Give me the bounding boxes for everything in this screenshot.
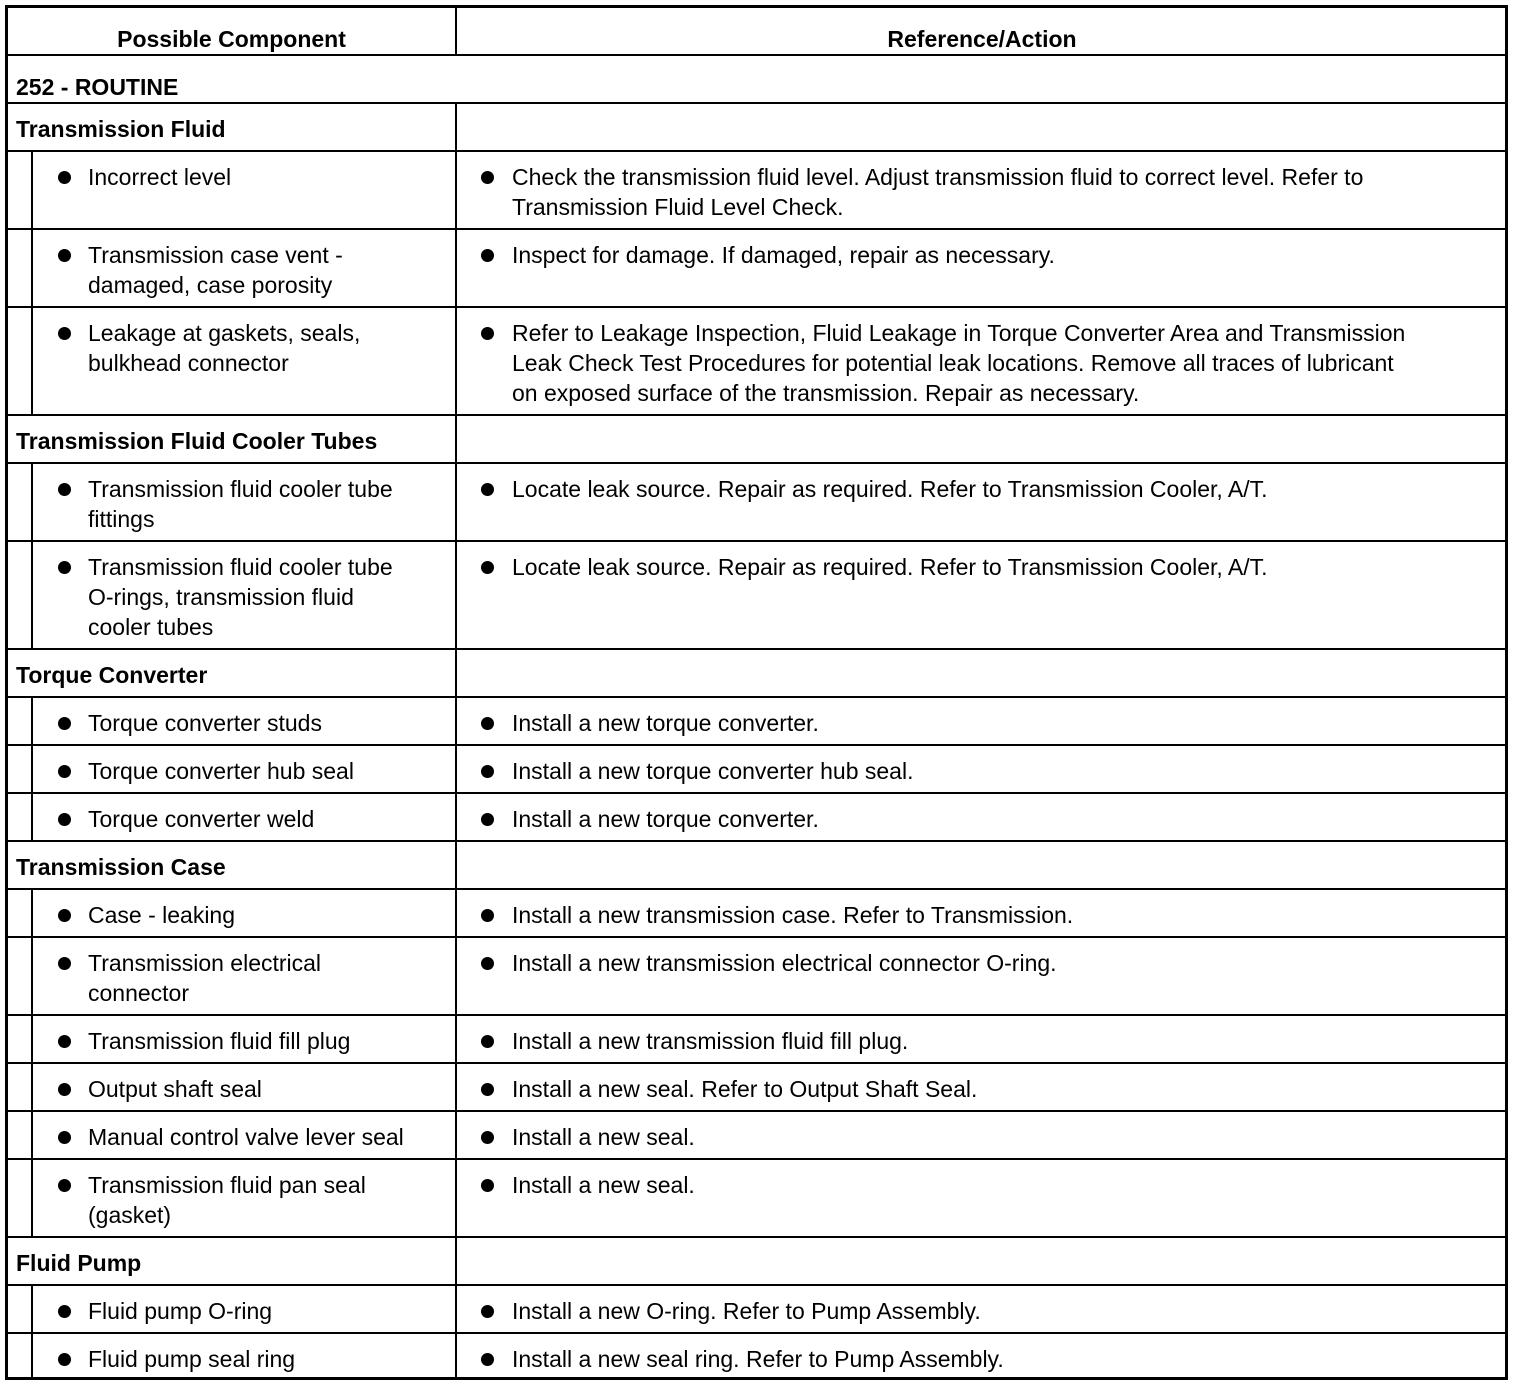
bullet-icon (481, 483, 494, 496)
column-divider (455, 1238, 457, 1284)
row-divider (8, 414, 1505, 416)
bullet-icon (58, 171, 71, 184)
bullet-icon (481, 1179, 494, 1192)
column-divider (455, 308, 457, 414)
action-text: Install a new transmission fluid fill plug. (512, 1028, 909, 1054)
bullet-icon (481, 1083, 494, 1096)
action-text: Install a new transmission electrical connector O-ring. (512, 950, 1057, 976)
bullet-icon (481, 327, 494, 340)
action-text: Locate leak source. Repair as required. Refer to Transmission Cooler, A/T. (512, 554, 1268, 580)
table-row (8, 542, 1505, 648)
bullet-icon (58, 327, 71, 340)
table-row (8, 1334, 1505, 1380)
column-divider (455, 1334, 457, 1380)
bullet-icon (58, 561, 71, 574)
bullet-icon (58, 909, 71, 922)
column-divider (455, 464, 457, 540)
bullet-icon (481, 171, 494, 184)
bullet-icon (481, 909, 494, 922)
indent-divider (31, 698, 33, 744)
table-row (8, 1286, 1505, 1332)
component-text: Transmission case vent - damaged, case porosity (88, 242, 343, 298)
action-text: Install a new torque converter hub seal. (512, 758, 914, 784)
table-row (8, 1160, 1505, 1236)
indent-divider (31, 230, 33, 306)
column-divider (455, 794, 457, 840)
bullet-icon (58, 1083, 71, 1096)
bullet-icon (58, 1305, 71, 1318)
component-text: Manual control valve lever seal (88, 1124, 404, 1150)
table-row (8, 152, 1505, 228)
bullet-icon (481, 1305, 494, 1318)
bullet-icon (481, 1353, 494, 1366)
action-text: Install a new torque converter. (512, 710, 819, 736)
bullet-icon (481, 249, 494, 262)
bullet-icon (58, 1353, 71, 1366)
indent-divider (31, 464, 33, 540)
section-title: Transmission Case (16, 854, 226, 880)
bullet-icon (481, 813, 494, 826)
component-text: Transmission fluid pan seal (gasket) (88, 1172, 366, 1228)
indent-divider (31, 746, 33, 792)
indent-divider (31, 152, 33, 228)
table-row (8, 1064, 1505, 1110)
action-text: Install a new torque converter. (512, 806, 819, 832)
component-text: Output shaft seal (88, 1076, 262, 1102)
component-text: Leakage at gaskets, seals, bulkhead connector (88, 320, 361, 376)
table-row (8, 308, 1505, 414)
action-text: Install a new seal ring. Refer to Pump Assembly. (512, 1346, 1004, 1372)
column-divider (455, 104, 457, 150)
header-possible-component: Possible Component (117, 26, 346, 52)
column-divider (455, 1064, 457, 1110)
action-text: Install a new transmission case. Refer to Transmission. (512, 902, 1074, 928)
bullet-icon (58, 1131, 71, 1144)
bullet-icon (58, 483, 71, 496)
section-title: Torque Converter (16, 662, 208, 688)
bullet-icon (58, 249, 71, 262)
table-row (8, 1112, 1505, 1158)
component-text: Transmission fluid fill plug (88, 1028, 351, 1054)
action-text: Locate leak source. Repair as required. Refer to Transmission Cooler, A/T. (512, 476, 1268, 502)
column-divider (455, 230, 457, 306)
column-divider (455, 938, 457, 1014)
table-row (8, 890, 1505, 936)
table-row (8, 1016, 1505, 1062)
bullet-icon (58, 813, 71, 826)
table-row (8, 230, 1505, 306)
indent-divider (31, 542, 33, 648)
indent-divider (31, 308, 33, 414)
bullet-icon (58, 717, 71, 730)
row-divider (8, 54, 1505, 56)
component-text: Incorrect level (88, 164, 232, 190)
component-text: Transmission electrical connector (88, 950, 322, 1006)
row-divider (8, 102, 1505, 104)
bullet-icon (481, 1131, 494, 1144)
column-divider (455, 8, 457, 54)
bullet-icon (481, 717, 494, 730)
table-row (8, 698, 1505, 744)
column-divider (455, 1160, 457, 1236)
table-row (8, 464, 1505, 540)
component-text: Transmission fluid cooler tube O-rings, transmission fluid cooler tubes (88, 554, 393, 640)
component-text: Torque converter studs (88, 710, 322, 736)
bullet-icon (58, 957, 71, 970)
action-text: Refer to Leakage Inspection, Fluid Leakage in Torque Converter Area and Transmission Leak Check Test Procedures for potential leak locations. Remove all traces of lubricant on exposed surface of the transmission. Repair as necessary. (512, 320, 1406, 406)
action-text: Check the transmission fluid level. Adjust transmission fluid to correct level. Refer to Transmission Fluid Level Check. (512, 164, 1364, 220)
bullet-icon (481, 1035, 494, 1048)
component-text: Torque converter hub seal (88, 758, 354, 784)
component-text: Case - leaking (88, 902, 236, 928)
indent-divider (31, 1112, 33, 1158)
row-divider (8, 1236, 1505, 1238)
action-text: Inspect for damage. If damaged, repair as necessary. (512, 242, 1055, 268)
section-title: Transmission Fluid (16, 116, 226, 142)
bullet-icon (481, 765, 494, 778)
table-row (8, 794, 1505, 840)
column-divider (455, 416, 457, 462)
indent-divider (31, 1160, 33, 1236)
table-row (8, 746, 1505, 792)
indent-divider (31, 794, 33, 840)
section-title: Fluid Pump (16, 1250, 142, 1276)
routine-label: 252 - ROUTINE (16, 74, 179, 100)
bullet-icon (58, 765, 71, 778)
action-text: Install a new O-ring. Refer to Pump Assembly. (512, 1298, 981, 1324)
column-divider (455, 152, 457, 228)
bullet-icon (481, 957, 494, 970)
component-text: Fluid pump seal ring (88, 1346, 296, 1372)
bullet-icon (481, 561, 494, 574)
action-text: Install a new seal. (512, 1172, 695, 1198)
indent-divider (31, 1286, 33, 1332)
section-title: Transmission Fluid Cooler Tubes (16, 428, 378, 454)
diagnostic-table (5, 5, 1508, 1380)
column-divider (455, 746, 457, 792)
table-row (8, 938, 1505, 1014)
column-divider (455, 542, 457, 648)
bullet-icon (58, 1035, 71, 1048)
action-text: Install a new seal. (512, 1124, 695, 1150)
component-text: Transmission fluid cooler tube fittings (88, 476, 393, 532)
column-divider (455, 842, 457, 888)
component-text: Torque converter weld (88, 806, 315, 832)
column-divider (455, 698, 457, 744)
column-divider (455, 1112, 457, 1158)
row-divider (8, 648, 1505, 650)
indent-divider (31, 1016, 33, 1062)
indent-divider (31, 1334, 33, 1380)
indent-divider (31, 938, 33, 1014)
column-divider (455, 1016, 457, 1062)
component-text: Fluid pump O-ring (88, 1298, 273, 1324)
indent-divider (31, 890, 33, 936)
column-divider (455, 1286, 457, 1332)
row-divider (8, 840, 1505, 842)
indent-divider (31, 1064, 33, 1110)
column-divider (455, 890, 457, 936)
action-text: Install a new seal. Refer to Output Shaft Seal. (512, 1076, 978, 1102)
column-divider (455, 650, 457, 696)
header-reference-action: Reference/Action (887, 26, 1077, 52)
bullet-icon (58, 1179, 71, 1192)
